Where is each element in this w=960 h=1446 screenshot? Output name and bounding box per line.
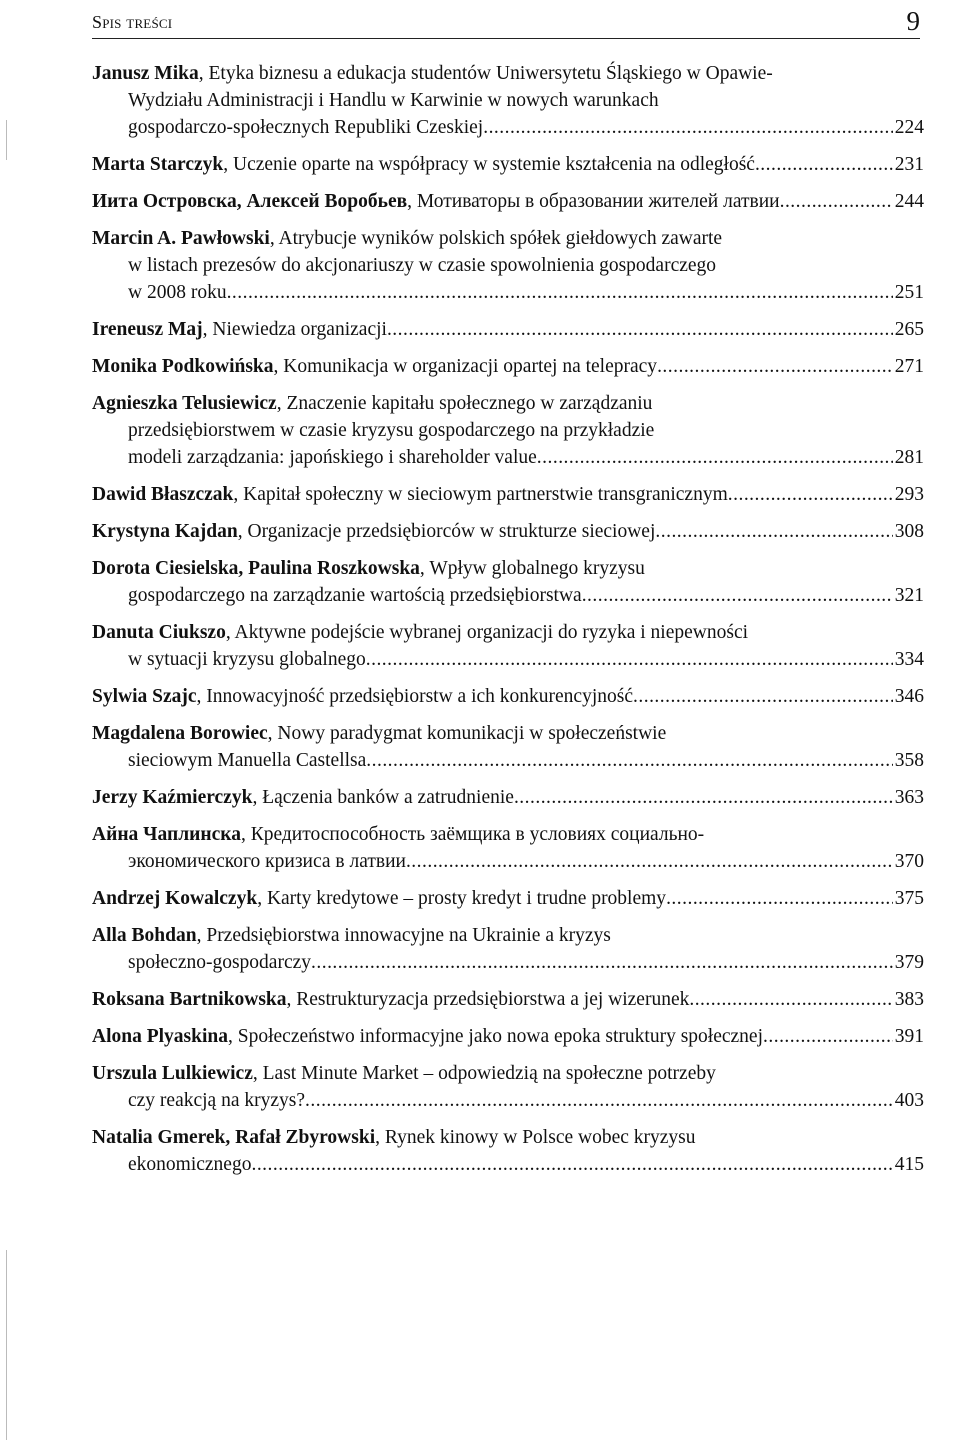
page-header <box>92 6 920 36</box>
toc-title-text: Kapitał społeczny w sieciowym partnerstwie transgranicznym <box>243 484 728 505</box>
toc-entry-line: Dorota Ciesielska, Paulina Roszkowska, Wpływ globalnego kryzysu <box>92 558 645 579</box>
toc-entry-last-line: Dawid Błaszczak, Kapitał społeczny w sieciowym partnerstwie transgranicznym . . . 293 <box>92 481 924 508</box>
toc-page-number: 415 <box>894 1154 924 1175</box>
toc-page-number: 358 <box>894 750 924 771</box>
toc-entry <box>92 784 924 811</box>
toc-entry <box>92 518 924 545</box>
toc-title-text: Rynek kinowy w Polsce wobec kryzysu <box>384 1127 696 1148</box>
toc-title-text: Wpływ globalnego kryzysu <box>429 558 645 579</box>
dot-leader <box>406 848 893 875</box>
toc-entry <box>92 720 924 774</box>
toc-page-number: 403 <box>894 1090 924 1111</box>
toc-title-text: Niewiedza organizacji <box>212 319 387 340</box>
toc-entry-last-line <box>92 747 924 774</box>
toc-page-number: 346 <box>894 686 924 707</box>
toc-entry <box>92 1023 924 1050</box>
toc-title-text: przedsiębiorstwem w czasie kryzysu gospodarczego na przykładzie <box>128 420 655 441</box>
toc-title-text: Innowacyjność przedsiębiorstw a ich konkurencyjność <box>206 686 634 707</box>
toc-title-text: Last Minute Market – odpowiedzią na społeczne potrzeby <box>262 1063 716 1084</box>
toc-title-text: Atrybucje wyników polskich spółek giełdowych zawarte <box>278 228 723 249</box>
dot-leader <box>763 1023 893 1050</box>
toc-title-text: Кредитоспособность заёмщика в условиях социально- <box>250 824 705 845</box>
toc-title-text: Uczenie oparte na współpracy w systemie kształcenia na odległość <box>232 154 755 175</box>
header-page-number: 9 <box>906 6 920 36</box>
toc-entry <box>92 922 924 976</box>
toc-author: Janusz Mika <box>92 63 199 84</box>
toc-entry <box>92 1124 924 1178</box>
toc-title-text: Komunikacja w organizacji opartej na telepracy <box>283 356 658 377</box>
dot-leader <box>633 683 893 710</box>
dot-leader <box>311 949 893 976</box>
toc-page-number: 370 <box>894 851 924 872</box>
toc-entry-last-line: Andrzej Kowalczyk, Karty kredytowe – prosty kredyt i trudne problemy . . . 375 <box>92 885 924 912</box>
toc-page-number: 265 <box>894 319 924 340</box>
dot-leader <box>366 646 893 673</box>
toc-author: Ireneusz Maj <box>92 319 203 340</box>
toc-title-text: Społeczeństwo informacyjne jako nowa epoka struktury społecznej <box>237 1026 764 1047</box>
toc-entry <box>92 986 924 1013</box>
toc-author: Alona Plyaskina <box>92 1026 228 1047</box>
toc-title-text: Aktywne podejście wybranej organizacji do ryzyka i niepewności <box>234 622 749 643</box>
toc-entry <box>92 151 924 178</box>
dot-leader <box>666 885 893 912</box>
toc-title-text: Мотиваторы в образовании жителей латвии <box>416 191 780 212</box>
toc-entry-last-line <box>92 444 924 471</box>
toc-entry-last-line: Ireneusz Maj, Niewiedza organizacji . . . 265 <box>92 316 924 343</box>
toc-title-text: экономического кризиса в латвии <box>128 851 406 872</box>
toc-title-text: w 2008 roku <box>128 282 227 303</box>
dot-leader <box>305 1087 893 1114</box>
dot-leader <box>728 481 893 508</box>
toc-entry <box>92 316 924 343</box>
toc-title-text: Nowy paradygmat komunikacji w społeczeństwie <box>277 723 667 744</box>
toc-title-text: sieciowym Manuella Castellsa <box>128 750 367 771</box>
toc-entry-last-line <box>92 279 924 306</box>
dot-leader <box>483 114 893 141</box>
toc-entry <box>92 481 924 508</box>
toc-author: Andrzej Kowalczyk <box>92 888 258 909</box>
toc-entry-line: Urszula Lulkiewicz, Last Minute Market – odpowiedzią na społeczne potrzeby <box>92 1063 716 1084</box>
dot-leader <box>514 784 893 811</box>
toc-entry <box>92 353 924 380</box>
toc-author: Magdalena Borowiec <box>92 723 268 744</box>
toc-title-text: w listach prezesów do akcjonariuszy w czasie spowolnienia gospodarczego <box>128 255 717 276</box>
toc-entry <box>92 60 924 141</box>
toc-title-text: Organizacje przedsiębiorców w strukturze sieciowej <box>247 521 656 542</box>
toc-title-text: ekonomicznego <box>128 1154 252 1175</box>
toc-entry-line: Alla Bohdan, Przedsiębiorstwa innowacyjne na Ukrainie a kryzys <box>92 925 611 946</box>
toc-author: Krystyna Kajdan <box>92 521 238 542</box>
toc-entry-line: Janusz Mika, Etyka biznesu a edukacja studentów Uniwersytetu Śląskiego w Opawie- <box>92 63 773 84</box>
toc-author: Marta Starczyk <box>92 154 224 175</box>
toc-title-text: gospodarczego na zarządzanie wartością przedsiębiorstwa <box>128 585 582 606</box>
toc-page-number: 293 <box>894 484 924 505</box>
toc-entry <box>92 885 924 912</box>
toc-entry-last-line <box>92 582 924 609</box>
toc-author: Sylwia Szajc <box>92 686 197 707</box>
toc-entry-last-line <box>92 114 924 141</box>
toc-author: Urszula Lulkiewicz <box>92 1063 253 1084</box>
scan-artifact <box>6 1250 7 1440</box>
dot-leader <box>537 444 893 471</box>
toc-page-number: 281 <box>894 447 924 468</box>
toc-entry-last-line <box>92 1087 924 1114</box>
dot-leader <box>657 353 893 380</box>
toc-author: Marcin A. Pawłowski <box>92 228 270 249</box>
toc-author: Иита Островска, Алексей Воробьев <box>92 191 408 212</box>
toc-title-text: Znaczenie kapitału społecznego w zarządzaniu <box>286 393 653 414</box>
toc-entry-last-line: Roksana Bartnikowska, Restrukturyzacja przedsiębiorstwa a jej wizerunek . . . 383 <box>92 986 924 1013</box>
header-rule <box>92 38 920 39</box>
toc-title-text: Restrukturyzacja przedsiębiorstwa a jej wizerunek <box>296 989 690 1010</box>
toc-entry-last-line: Monika Podkowińska, Komunikacja w organizacji opartej na telepracy . . . 271 <box>92 353 924 380</box>
toc-entry <box>92 1060 924 1114</box>
toc-title-text: gospodarczo-społecznych Republiki Czeskiej <box>128 117 484 138</box>
dot-leader <box>582 582 893 609</box>
toc-author: Jerzy Kaźmierczyk <box>92 787 253 808</box>
toc-title-text: w sytuacji kryzysu globalnego <box>128 649 366 670</box>
toc-title-text: Karty kredytowe – prosty kredyt i trudne problemy <box>266 888 667 909</box>
toc-entry-last-line: Jerzy Kaźmierczyk, Łączenia banków a zatrudnienie . . . 363 <box>92 784 924 811</box>
toc-title-text: Etyka biznesu a edukacja studentów Uniwersytetu Śląskiego w Opawie- <box>208 63 773 84</box>
dot-leader <box>655 518 892 545</box>
toc-author: Айна Чаплинска <box>92 824 241 845</box>
toc-author: Roksana Bartnikowska <box>92 989 287 1010</box>
toc-entry-line: Айна Чаплинска, Кредитоспособность заёмщика в условиях социально- <box>92 824 705 845</box>
toc-page-number: 251 <box>894 282 924 303</box>
toc-author: Danuta Ciukszo <box>92 622 226 643</box>
toc-entry-line: Magdalena Borowiec, Nowy paradygmat komunikacji w społeczeństwie <box>92 723 667 744</box>
toc-page-number: 383 <box>894 989 924 1010</box>
toc-entry-line <box>92 417 924 444</box>
toc-entry-last-line <box>92 949 924 976</box>
toc-entry-last-line <box>92 1151 924 1178</box>
toc-title-text: społeczno-gospodarczy <box>128 952 312 973</box>
toc-page-number: 244 <box>894 191 924 212</box>
toc-page-number: 308 <box>894 521 924 542</box>
toc-page-number: 375 <box>894 888 924 909</box>
toc-entry <box>92 188 924 215</box>
toc-entry-last-line: Sylwia Szajc, Innowacyjność przedsiębiorstw a ich konkurencyjność . . . 346 <box>92 683 924 710</box>
toc-page-number: 391 <box>894 1026 924 1047</box>
toc-entry-last-line <box>92 848 924 875</box>
toc-title-text: Wydziału Administracji i Handlu w Karwinie w nowych warunkach <box>128 90 659 111</box>
toc-entry-line: Natalia Gmerek, Rafał Zbyrowski, Rynek kinowy w Polsce wobec kryzysu <box>92 1127 696 1148</box>
dot-leader <box>780 188 893 215</box>
toc-author: Dawid Błaszczak <box>92 484 234 505</box>
toc-entry-last-line: Krystyna Kajdan, Organizacje przedsiębiorców w strukturze sieciowej . . . 308 <box>92 518 924 545</box>
toc-entry-last-line: Иита Островска, Алексей Воробьев, Мотиваторы в образовании жителей латвии . . . 244 <box>92 188 924 215</box>
toc-title-text: Łączenia banków a zatrudnienie <box>262 787 514 808</box>
toc-entry-line: Danuta Ciukszo, Aktywne podejście wybranej organizacji do ryzyka i niepewności <box>92 622 749 643</box>
toc-entry-line <box>92 252 924 279</box>
dot-leader <box>366 747 892 774</box>
header-title: Spis treści <box>92 12 173 32</box>
toc-page-number: 379 <box>894 952 924 973</box>
toc-entry <box>92 390 924 471</box>
toc-author: Natalia Gmerek, Rafał Zbyrowski <box>92 1127 376 1148</box>
toc-page-number: 224 <box>894 117 924 138</box>
toc-author: Monika Podkowińska <box>92 356 274 377</box>
toc-page-number: 334 <box>894 649 924 670</box>
toc-title-text: Przedsiębiorstwa innowacyjne na Ukrainie a kryzys <box>206 925 611 946</box>
dot-leader <box>755 151 893 178</box>
toc-entry-line <box>92 87 924 114</box>
toc-entry <box>92 225 924 306</box>
toc-title-text: modeli zarządzania: japońskiego i shareholder value <box>128 447 537 468</box>
toc-entry <box>92 619 924 673</box>
dot-leader <box>689 986 892 1013</box>
toc-title-text: czy reakcją na kryzys? <box>128 1090 306 1111</box>
toc-entry-last-line: Alona Plyaskina, Społeczeństwo informacyjne jako nowa epoka struktury społecznej . . . 391 <box>92 1023 924 1050</box>
scan-artifact <box>6 120 7 160</box>
toc-entry-last-line <box>92 646 924 673</box>
toc-entry-line: Marcin A. Pawłowski, Atrybucje wyników polskich spółek giełdowych zawarte <box>92 228 723 249</box>
toc-entry <box>92 555 924 609</box>
dot-leader <box>387 316 893 343</box>
toc-author: Agnieszka Telusiewicz <box>92 393 277 414</box>
dot-leader <box>227 279 893 306</box>
toc-entries <box>92 60 924 1188</box>
toc-page-number: 321 <box>894 585 924 606</box>
toc-page-number: 271 <box>894 356 924 377</box>
toc-entry-line: Agnieszka Telusiewicz, Znaczenie kapitału społecznego w zarządzaniu <box>92 393 653 414</box>
toc-page-number: 231 <box>894 154 924 175</box>
toc-entry <box>92 683 924 710</box>
dot-leader <box>251 1151 892 1178</box>
toc-author: Dorota Ciesielska, Paulina Roszkowska <box>92 558 420 579</box>
toc-page-number: 363 <box>894 787 924 808</box>
toc-entry-last-line: Marta Starczyk, Uczenie oparte na współpracy w systemie kształcenia na odległość . . . 231 <box>92 151 924 178</box>
toc-entry <box>92 821 924 875</box>
toc-author: Alla Bohdan <box>92 925 197 946</box>
